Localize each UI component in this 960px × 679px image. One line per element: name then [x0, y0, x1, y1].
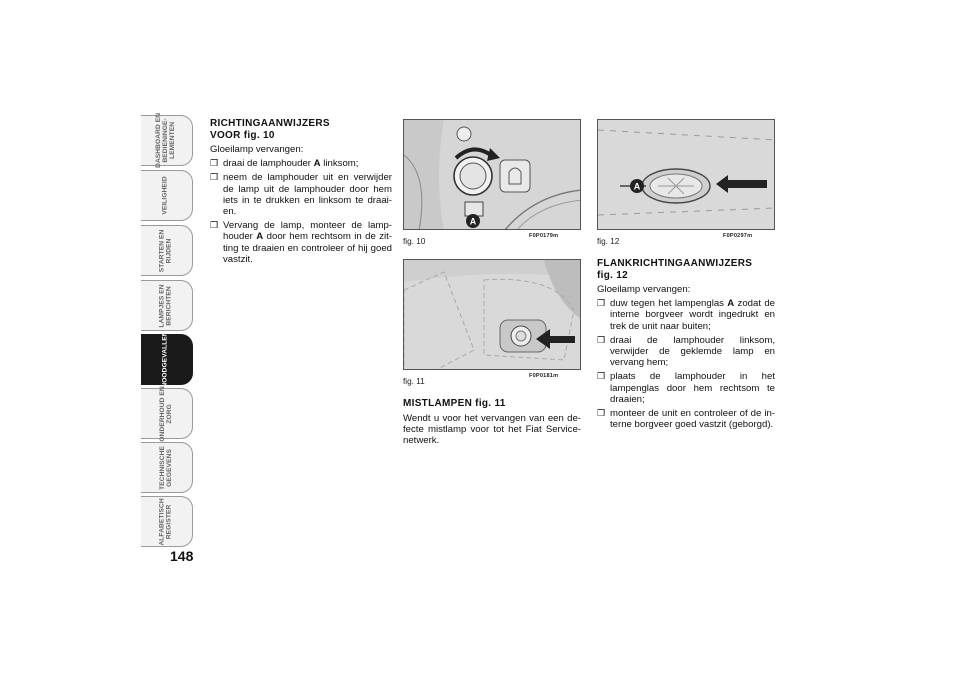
tab-label: ONDERHOUD EN ZORG	[158, 385, 173, 442]
figure-caption: fig. 10	[403, 237, 426, 246]
list-item: ❒ draai de lamphouder linksom, verwijder de geklemde lamp en vervang hem;	[597, 334, 775, 369]
figure-12-side-indicator	[597, 119, 775, 230]
section-heading-sub: fig. 12	[597, 269, 628, 281]
tab-lampjes[interactable]	[141, 280, 193, 331]
figure-10-turn-signal-holder	[403, 119, 581, 230]
checkbox-bullet-icon: ❒	[597, 334, 606, 345]
callout-label: A	[469, 216, 477, 227]
figure-caption: fig. 11	[403, 377, 425, 386]
checkbox-bullet-icon: ❒	[597, 371, 606, 382]
figure-caption: fig. 12	[597, 237, 620, 246]
checkbox-bullet-icon: ❒	[210, 158, 219, 169]
tab-starten[interactable]	[141, 225, 193, 276]
tab-label: NOODGEVALLEN	[162, 331, 170, 388]
tab-label: TECHNISCHE GEGEVENS	[158, 445, 173, 490]
checkbox-bullet-icon: ❒	[210, 172, 219, 183]
tab-technische[interactable]	[141, 442, 193, 493]
figure-code: F0P0181m	[529, 373, 559, 379]
tab-register[interactable]	[141, 496, 193, 547]
section-heading-sub: VOOR fig. 10	[210, 129, 275, 141]
section-mistlampen	[403, 398, 581, 446]
checkbox-bullet-icon: ❒	[597, 298, 606, 309]
section-heading: RICHTINGAANWIJZERS	[210, 118, 330, 129]
tab-veiligheid[interactable]	[141, 170, 193, 221]
tab-label: STARTEN EN RIJDEN	[158, 229, 173, 272]
tab-label: LAMPJES EN BERICHTEN	[158, 283, 173, 328]
tab-label: VEILIGHEID	[162, 176, 170, 215]
figure-code: F0P0179m	[529, 233, 559, 239]
callout-label: A	[633, 181, 641, 192]
tab-noodgevallen[interactable]	[141, 331, 193, 388]
section-flankrichtingaanwijzers	[597, 258, 775, 430]
checkbox-bullet-icon: ❒	[597, 408, 606, 419]
tab-label: ALFABETISCH REGISTER	[158, 497, 173, 546]
body-text: Wendt u voor het vervangen van een de-fecte mistlamp voor tot het Fiat Service-netwerk.	[403, 412, 581, 446]
tab-label: DASHBOARD EN BEDIENINGE- LEMENTEN	[155, 112, 176, 169]
list-item: ❒ Vervang de lamp, monteer de lamp-houder A door hem rechtsom in de zit-ting te draaien en controleer of hij goed vastzit.	[210, 220, 392, 265]
tab-dashboard[interactable]	[141, 112, 193, 169]
page-number: 148	[170, 548, 194, 564]
intro-text: Gloeilamp vervangen:	[210, 144, 304, 155]
figure-code: F0P0297m	[723, 233, 753, 239]
section-heading: MISTLAMPEN fig. 11	[403, 398, 506, 409]
intro-text: Gloeilamp vervangen:	[597, 284, 691, 295]
list-item: ❒ draai de lamphouder A linksom;	[210, 158, 359, 170]
list-item: ❒ neem de lamphouder uit en verwijder de lamp uit de lamphouder door hem iets in te drukken en linksom te draai-en.	[210, 172, 392, 218]
list-item: ❒ plaats de lamphouder in het lampenglas door hem rechtsom te draaien;	[597, 371, 775, 405]
checkbox-bullet-icon: ❒	[210, 220, 219, 231]
list-item: ❒ duw tegen het lampenglas A zodat de interne borgveer wordt ingedrukt en trek de unit naar buiten;	[597, 298, 775, 332]
tab-onderhoud[interactable]	[141, 385, 193, 442]
list-item: ❒ monteer de unit en controleer of de in-terne borgveer goed vastzit (geborgd).	[597, 408, 775, 431]
section-richtingaanwijzers	[210, 118, 392, 265]
section-heading: FLANKRICHTINGAANWIJZERS	[597, 258, 753, 269]
figure-11-fog-lamp	[403, 259, 581, 370]
